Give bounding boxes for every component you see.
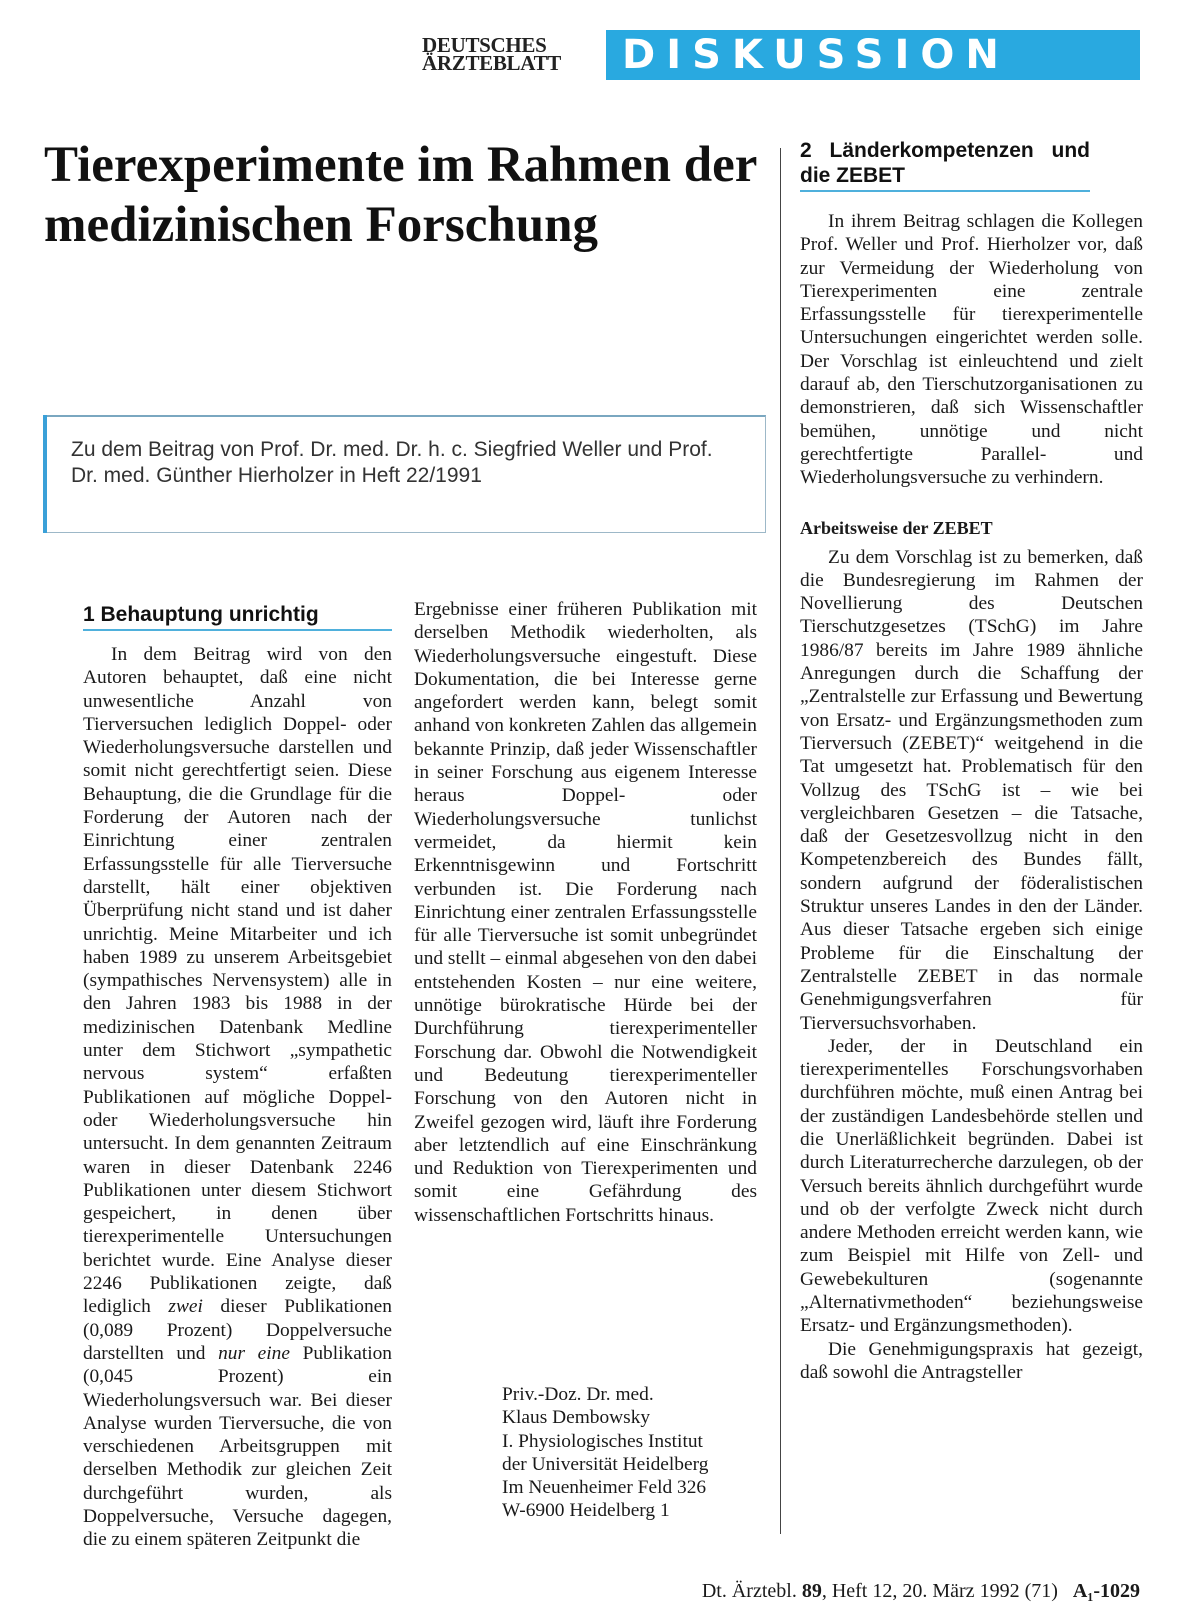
column-divider [780, 148, 781, 1534]
col1-text-c: Publikation (0,045 Prozent) ein Wiederholungsversuch war. Bei dieser Analyse wurden Tierversuche, die von verschiedenen Arbeitsgruppen mit derselben Methodik zur gleichen Zeit durchgeführt wurden, als Doppelversuche, Versuche dagegen, die zu einem späteren Zeitpunkt die [83, 1342, 392, 1551]
footer-issue: , Heft 12, 20. März 1992 (71) [821, 1580, 1058, 1602]
sig-line-5: Im Neuenheimer Feld 326 [502, 1477, 707, 1499]
sig-line-6: W-6900 Heidelberg 1 [502, 1500, 670, 1522]
col1-emphasis-1: zwei [168, 1296, 203, 1318]
col3-paragraph-2: Zu dem Vorschlag ist zu bemerken, daß die Bundesregierung im Rahmen der Novellierung des Deutschen Tierschutzgesetzes (TSchG) im Jahre 1986/87 bereits im Jahre 1989 ähnliche Anregungen durch die Schaffung der „Zentralstelle zur Erfassung und Bewertung von Ersatz- und Ergänzungsmethoden zum Tierversuch (ZEBET)“ weitgehend in die Tat umgesetzt hat. Problematisch für den Vollzug des TSchG ist – wie bei vergleichbaren Gesetzen – die Tatsache, daß der Gesetzesvollzug nicht in den Kompetenzbereich des Bundes fällt, sondern aufgrund der föderalistischen Struktur unseres Landes in den der Länder. Aus dieser Tatsache ergeben sich einige Probleme für die Einschaltung der Zentralstelle ZEBET in das normale Genehmigungsverfahren für Tierversuchsvorhaben. [800, 546, 1143, 1034]
footer-page-number: A₁-1029 [1072, 1580, 1140, 1602]
sig-line-3: I. Physiologisches Institut [502, 1430, 703, 1452]
masthead-line2: ÄRZTEBLATT [422, 51, 561, 75]
abstract-text: Zu dem Beitrag von Prof. Dr. med. Dr. h. c. Siegfried Weller und Prof. Dr. med. Günther Hierholzer in Heft 22/1991 [71, 438, 713, 487]
sig-line-4: der Universität Heidelberg [502, 1453, 709, 1475]
section-banner: DISKUSSION [606, 30, 1140, 80]
column-2 [414, 598, 757, 1227]
col1-emphasis-2: nur eine [218, 1342, 290, 1364]
column-1 [83, 602, 392, 1552]
col3-paragraph-4: Die Genehmigungspraxis hat gezeigt, daß sowohl die Antragsteller [800, 1338, 1143, 1383]
footer-journal: Dt. Ärztebl. [701, 1580, 802, 1602]
sig-line-1: Priv.-Doz. Dr. med. [502, 1384, 654, 1405]
heading-behauptung: 1 Behauptung unrichtig [83, 602, 392, 631]
col1-text-b: dieser Publikationen (0,089 Prozent) Doppelversuche darstellten und [83, 1296, 392, 1364]
col1-paragraph [83, 643, 392, 1552]
column-3 [800, 138, 1143, 1384]
col3-paragraph-1: In ihrem Beitrag schlagen die Kollegen Prof. Weller und Prof. Hierholzer vor, daß zur Vermeidung der Wiederholung von Tierexperimenten eine zentrale Erfassungsstelle für tierexperimentelle Untersuchungen eingerichtet werden solle. Der Vorschlag ist einleuchtend und zielt darauf ab, den Tierschutzorganisationen zu demonstrieren, daß sich Wissenschaftler bemühen, unnötige und nicht gerechtfertigte Parallel- und Wiederholungsversuche zu verhindern. [800, 211, 1143, 489]
masthead-line1: DEUTSCHES [422, 33, 547, 57]
footer-volume: 89 [801, 1580, 822, 1602]
abstract-accent-bar [43, 415, 47, 533]
journal-masthead [422, 33, 592, 75]
col1-text-a: In dem Beitrag wird von den Autoren behauptet, daß eine nicht unwesentliche Anzahl von Tierversuchen lediglich Doppel- oder Wiederholungsversuche darstellen und somit nicht gerechtfertigt seien. Diese Behauptung, die die Grundlage für die Forderung der Autoren nach der Einrichtung einer zentralen Erfassungsstelle für alle Tierversuche darstellt, hält einer objektiven Überprüfung nicht stand und ist daher unrichtig. Meine Mitarbeiter und ich haben 1989 zu unserem Arbeitsgebiet (sympathisches Nervensystem) alle in den Jahren 1983 bis 1988 in der medizinischen Datenbank Medline unter dem Stichwort „sympathetic nervous system“ erfaßten Publikationen auf mögliche Doppel- oder Wiederholungsversuche hin untersucht. In dem genannten Zeitraum waren in dieser Datenbank 2246 Publikationen unter diesem Stichwort gespeichert, in denen über tierexperimentelle Untersuchungen berichtet wurde. Eine Analyse dieser 2246 Publikationen zeigte, daß lediglich [83, 644, 392, 1318]
col2-paragraph: Ergebnisse einer früheren Publikation mit derselben Methodik wiederholten, als Wiederholungsversuche eingestuft. Diese Dokumentation, die bei Interesse gerne angefordert werden kann, belegt somit anhand von konkreten Zahlen das allgemein bekannte Prinzip, daß jeder Wissenschaftler in seiner Forschung aus eigenem Interesse heraus Doppel- oder Wiederholungsversuche tunlichst vermeidet, da hiermit kein Erkenntnisgewinn und Fortschritt verbunden ist. Die Forderung nach Einrichtung einer zentralen Erfassungsstelle für alle Tierversuche ist somit unbegründet und stellt – einmal abgesehen von den dabei entstehenden Kosten – nur eine weitere, unnötige bürokratische Hürde bei der Durchführung tierexperimenteller Forschung dar. Obwohl die Notwendigkeit und Bedeutung tierexperimenteller Forschung von den Autoren nicht in Zweifel gezogen wird, läuft ihre Forderung aber letztendlich auf eine Einschränkung und Reduktion von Tierexperimenten und somit eine Gefährdung des wissenschaftlichen Fortschritts hinaus. [414, 599, 758, 1226]
page-footer [640, 1580, 1140, 1603]
col3-paragraph-3: Jeder, der in Deutschland ein tierexperimentelles Forschungsvorhaben durchführen möchte, muß einen Antrag bei der zuständigen Landesbehörde stellen und die Unerläßlichkeit begründen. Dabei ist durch Literaturrecherche darzulegen, ob der Versuch bereits ähnlich durchgeführt wurde und ob der verfolgte Zweck nicht durch andere Methoden erreicht werden kann, wie zum Beispiel mit Hilfe von Zell- und Gewebekulturen (sogenannte „Alternativmethoden“ beziehungsweise Ersatz- und Ergänzungsmethoden). [800, 1035, 1143, 1337]
subheading-zebet: Arbeitsweise der ZEBET [800, 517, 993, 538]
sig-line-2: Klaus Dembowsky [502, 1407, 651, 1429]
heading-laenderkompetenzen: 2 Länderkompetenzen und die ZEBET [800, 138, 1090, 192]
abstract-box [44, 415, 766, 533]
author-signature [502, 1383, 772, 1523]
article-title: Tierexperimente im Rahmen der medizinischen Forschung [44, 137, 757, 253]
